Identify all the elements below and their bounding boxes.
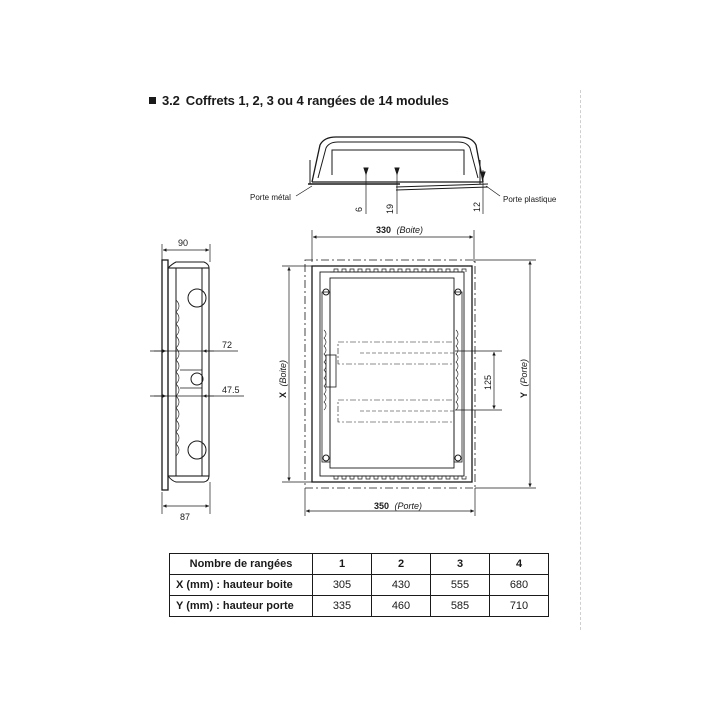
table-row-label: Y (mm) : hauteur porte: [170, 596, 313, 617]
table-cell: 680: [490, 575, 549, 596]
dim-side-47-5: 47.5: [222, 385, 240, 395]
dim-width-door-value: 350: [374, 501, 390, 511]
table-cell: 430: [372, 575, 431, 596]
dim-pitch-125: 125: [483, 374, 493, 390]
label-porte-plastique: Porte plastique: [503, 195, 557, 204]
table-cell: 555: [431, 575, 490, 596]
table-cell: 305: [313, 575, 372, 596]
table-cell: 585: [431, 596, 490, 617]
table-header-cell: 1: [313, 554, 372, 575]
label-porte-metal: Porte métal: [250, 193, 291, 202]
table-header-row: [170, 554, 549, 575]
table-row: [170, 575, 549, 596]
dim-height-door: [519, 359, 529, 398]
section-number: 3.2: [162, 93, 180, 108]
dim-top-12: 12: [472, 201, 482, 212]
dim-top-19: 19: [385, 203, 395, 214]
table-cell: 460: [372, 596, 431, 617]
table-cell: 710: [490, 596, 549, 617]
dim-width-door: [374, 501, 422, 511]
table-cell: 335: [313, 596, 372, 617]
top-view: [296, 137, 500, 214]
dim-top-6: 6: [354, 206, 364, 212]
table-row: [170, 596, 549, 617]
dim-height-door-value: Y: [519, 391, 529, 398]
dim-width-box-unit: (Boite): [396, 225, 424, 235]
dim-width-door-unit: (Porte): [394, 501, 423, 511]
table-row-label: X (mm) : hauteur boite: [170, 575, 313, 596]
dim-side-72: 72: [222, 340, 233, 350]
table-header-cell: Nombre de rangées: [170, 554, 313, 575]
dim-width-box-value: 330: [376, 225, 392, 235]
dim-side-87: 87: [180, 512, 191, 522]
dim-height-box-value: X: [278, 391, 288, 398]
table-header-cell: 4: [490, 554, 549, 575]
dim-height-box: [278, 360, 288, 398]
dim-side-90: 90: [178, 238, 189, 248]
section-heading: Coffrets 1, 2, 3 ou 4 rangées de 14 modules: [185, 93, 449, 108]
side-view: [150, 244, 244, 514]
dim-height-door-unit: (Porte): [519, 358, 529, 387]
table-header-cell: 2: [372, 554, 431, 575]
table-header-cell: 3: [431, 554, 490, 575]
dim-width-box: [376, 225, 423, 235]
dim-height-box-unit: (Boite): [278, 359, 288, 387]
front-view: [282, 230, 536, 516]
dimensions-table: [169, 553, 549, 617]
